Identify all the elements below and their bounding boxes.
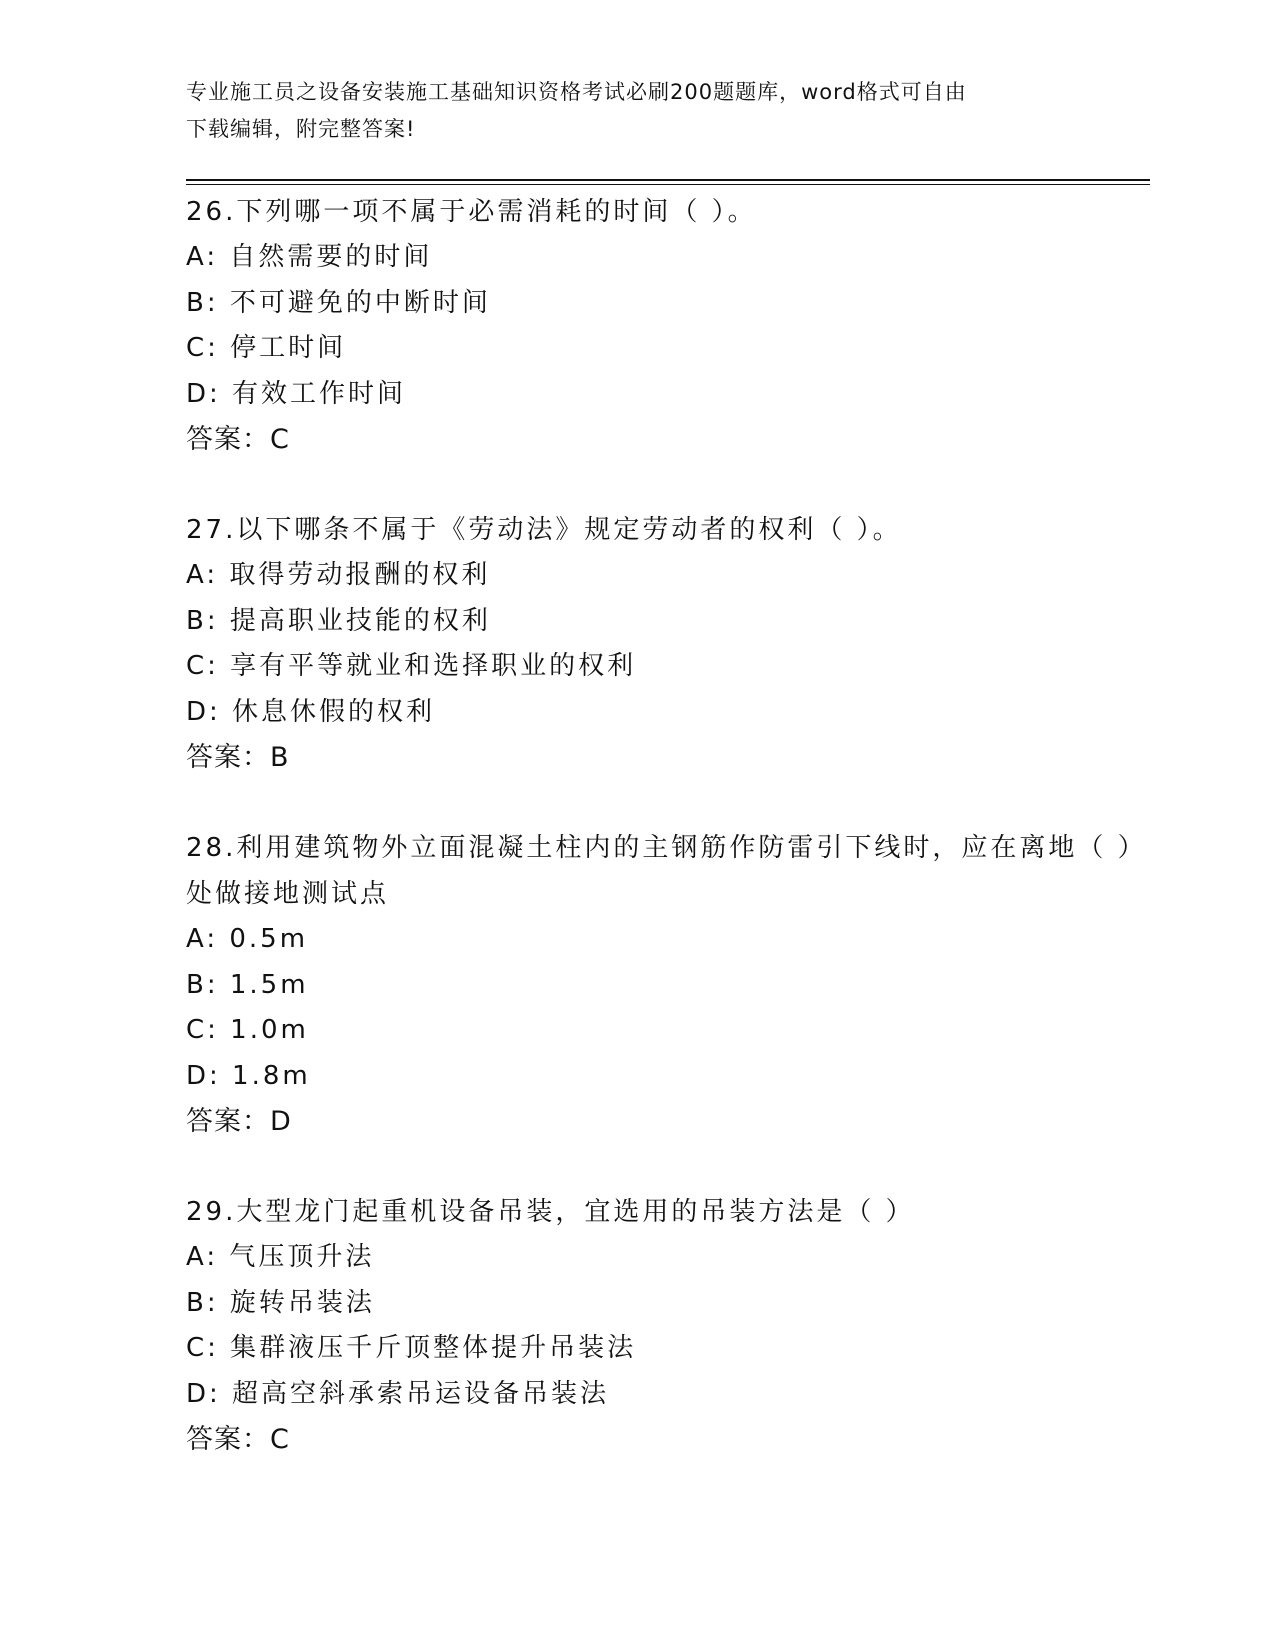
question-title: 29.大型龙门起重机设备吊装，宜选用的吊装方法是（ ）: [186, 1197, 915, 1227]
header-line-1: 专业施工员之设备安装施工基础知识资格考试必刷200题题库，word格式可自由: [186, 80, 967, 104]
option-a: A: 取得劳动报酬的权利: [186, 560, 491, 590]
option-c: C: 停工时间: [186, 333, 347, 363]
option-b: B: 1.5m: [186, 969, 309, 1000]
option-d: D: 超高空斜承索吊运设备吊装法: [186, 1378, 610, 1409]
question-title: 27.以下哪条不属于《劳动法》规定劳动者的权利（ ）。: [186, 515, 902, 545]
header-line-2: 下载编辑，附完整答案!: [186, 117, 416, 141]
question-29: [186, 1189, 1146, 1463]
answer: 答案：C: [186, 1424, 290, 1455]
question-28: [186, 825, 1146, 1145]
option-c: C: 集群液压千斤顶整体提升吊装法: [186, 1333, 637, 1363]
header-divider-thin: [186, 184, 1150, 185]
header-divider-thick: [186, 179, 1150, 181]
option-b: B: 不可避免的中断时间: [186, 287, 491, 318]
answer: 答案：C: [186, 424, 290, 455]
option-a: A: 气压顶升法: [186, 1242, 375, 1272]
option-b: B: 提高职业技能的权利: [186, 605, 491, 636]
option-d: D: 有效工作时间: [186, 378, 407, 409]
option-a: A: 自然需要的时间: [186, 242, 433, 272]
option-d: D: 1.8m: [186, 1060, 311, 1091]
document-header: [186, 74, 1066, 148]
option-a: A: 0.5m: [186, 924, 309, 954]
question-26: [186, 189, 1146, 463]
question-27: [186, 507, 1146, 781]
question-list: [186, 189, 1146, 1507]
option-c: C: 享有平等就业和选择职业的权利: [186, 651, 637, 681]
answer: 答案：B: [186, 742, 290, 773]
option-d: D: 休息休假的权利: [186, 696, 436, 727]
answer: 答案：D: [186, 1106, 292, 1137]
option-c: C: 1.0m: [186, 1015, 309, 1045]
question-title: 28.利用建筑物外立面混凝土柱内的主钢筋作防雷引下线时，应在离地（ ）处做接地测试点: [186, 833, 1134, 909]
option-b: B: 旋转吊装法: [186, 1287, 375, 1318]
question-title: 26.下列哪一项不属于必需消耗的时间（ ）。: [186, 197, 757, 227]
